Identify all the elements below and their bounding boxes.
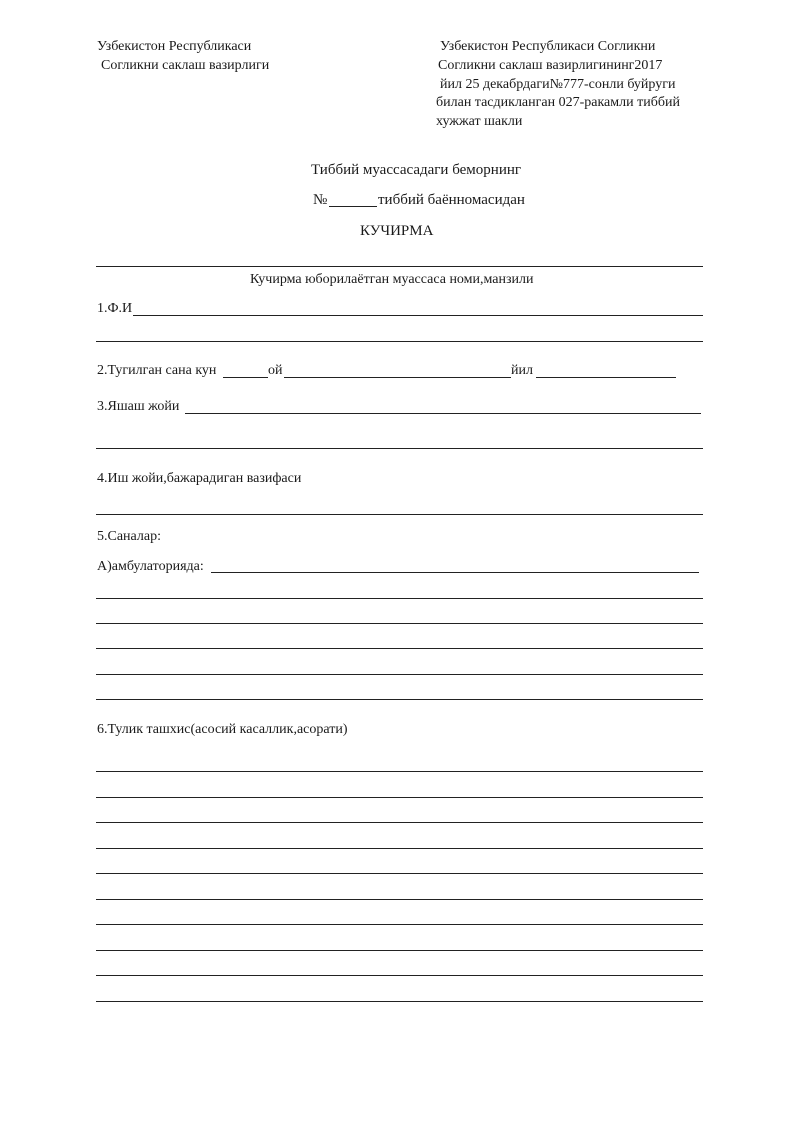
diagnosis-line[interactable] [96, 924, 703, 925]
dates-line[interactable] [96, 623, 703, 624]
title-number-sign: № [313, 192, 328, 208]
residence-field[interactable] [185, 413, 701, 414]
title-line-1: Тиббий муассасадаги беморнинг [311, 162, 522, 178]
birth-month-label: ой [268, 363, 283, 378]
birth-month-field[interactable] [284, 377, 511, 378]
birth-year-field[interactable] [536, 377, 676, 378]
outpatient-field[interactable] [211, 572, 699, 573]
work-label: 4.Иш жойи,бажарадиган вазифаси [97, 471, 302, 486]
dates-line[interactable] [96, 598, 703, 599]
document-heading: КУЧИРМА [360, 223, 434, 239]
header-left-line-2: Согликни саклаш вазирлиги [101, 58, 270, 73]
outpatient-label: А)амбулаторияда: [97, 559, 204, 574]
record-number-field[interactable] [329, 206, 377, 207]
recipient-field[interactable] [96, 266, 703, 267]
title-line-2: тиббий баённомасидан [378, 192, 525, 208]
name-label: 1.Ф.И [97, 301, 133, 316]
name-field[interactable] [133, 315, 703, 316]
dates-line[interactable] [96, 699, 703, 700]
diagnosis-line[interactable] [96, 950, 703, 951]
diagnosis-line[interactable] [96, 848, 703, 849]
diagnosis-line[interactable] [96, 771, 703, 772]
name-field-continuation[interactable] [96, 341, 703, 342]
header-right-line-4: билан тасдикланган 027-ракамли тиббий [436, 95, 680, 110]
diagnosis-line[interactable] [96, 822, 703, 823]
recipient-caption: Кучирма юборилаётган муассаса номи,манзили [250, 272, 534, 287]
diagnosis-line[interactable] [96, 975, 703, 976]
diagnosis-line[interactable] [96, 873, 703, 874]
header-right-line-2: Согликни саклаш вазирлигининг2017 [438, 58, 663, 73]
birth-day-label: 2.Тугилган сана кун [97, 363, 217, 378]
dates-line[interactable] [96, 648, 703, 649]
residence-label: 3.Яшаш жойи [97, 399, 180, 414]
birth-day-field[interactable] [223, 377, 268, 378]
dates-line[interactable] [96, 674, 703, 675]
diagnosis-line[interactable] [96, 899, 703, 900]
work-field[interactable] [96, 514, 703, 515]
diagnosis-label: 6.Тулик ташхис(асосий касаллик,асорати) [97, 722, 348, 737]
header-left-line-1: Узбекистон Республикаси [97, 39, 252, 54]
diagnosis-line[interactable] [96, 797, 703, 798]
birth-year-label: йил [511, 363, 533, 378]
diagnosis-line[interactable] [96, 1001, 703, 1002]
header-right-line-1: Узбекистон Республикаси Согликни [440, 39, 656, 54]
header-right-line-5: хужжат шакли [436, 114, 523, 129]
dates-label: 5.Саналар: [97, 529, 161, 544]
header-right-line-3: йил 25 декабрдаги№777-сонли буйруги [440, 77, 676, 92]
residence-field-continuation[interactable] [96, 448, 703, 449]
